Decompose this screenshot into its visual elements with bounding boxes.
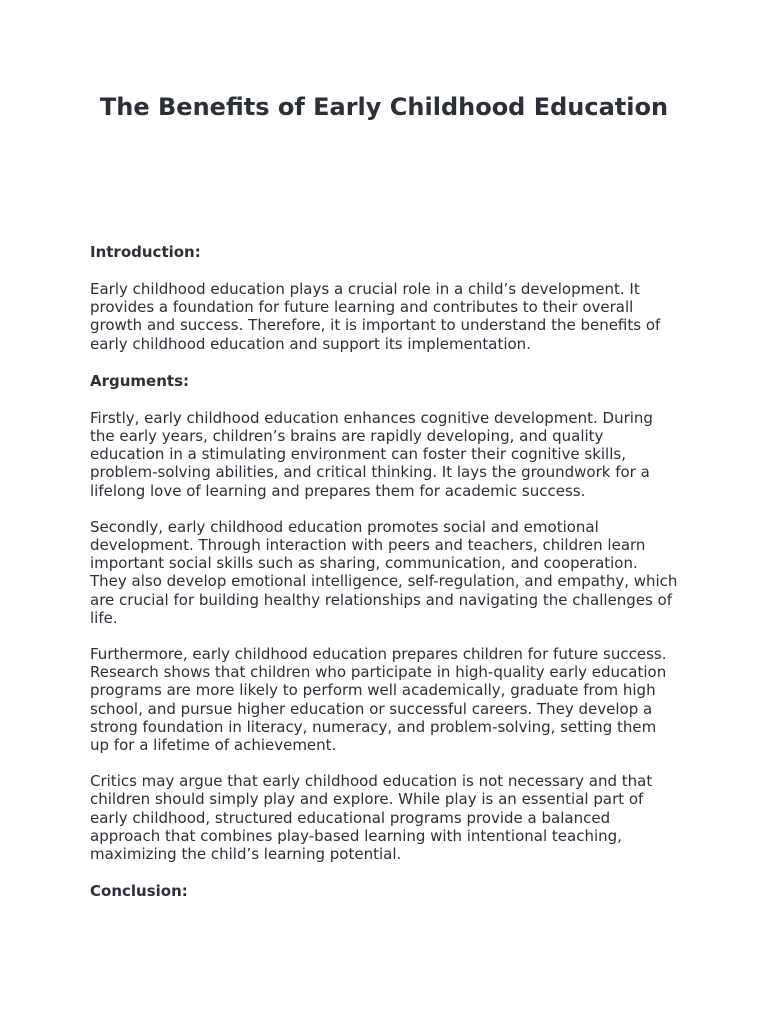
argument-paragraph-future: Furthermore, early childhood education prepares children for future success. Research shows that children who participate in high-quality early education programs are more likely to perform well academically, graduate from high school, and pursue higher education or successful careers. They develop a strong foundation in literacy, numeracy, and problem-solving, setting them up for a lifetime of achievement.	[90, 645, 667, 755]
argument-paragraph-social: Secondly, early childhood education promotes social and emotional development. Through interaction with peers and teachers, children learn important social skills such as sharing, communication, and cooperation. They also develop emotional intelligence, self-regulation, and empathy, which are crucial for building healthy relationships and navigating the challenges of life.	[90, 517, 678, 627]
arguments-heading: Arguments:	[90, 371, 190, 390]
document-body	[90, 242, 678, 919]
introduction-paragraph: Early childhood education plays a crucial role in a child’s development. It provides a foundation for future learning and contributes to their overall growth and success. Therefore, it is important to understand the benefits of early childhood education and support its implementation.	[90, 280, 661, 353]
page-title: The Benefits of Early Childhood Education	[99, 93, 669, 121]
introduction-heading: Introduction:	[90, 243, 201, 261]
conclusion-heading: Conclusion:	[90, 882, 188, 901]
counterargument-paragraph: Critics may argue that early childhood education is not necessary and that children should simply play and explore. While play is an essential part of early childhood, structured educational programs provide a balanced approach that combines play-based learning with intentional teaching, maximizing the child’s learning potential.	[90, 772, 653, 864]
argument-paragraph-cognitive: Firstly, early childhood education enhances cognitive development. During the early years, children’s brains are rapidly developing, and quality education in a stimulating environment can foster their cognitive skills, problem-solving abilities, and critical thinking. It lays the groundwork for a lifelong love of learning and prepares them for academic success.	[90, 408, 653, 500]
